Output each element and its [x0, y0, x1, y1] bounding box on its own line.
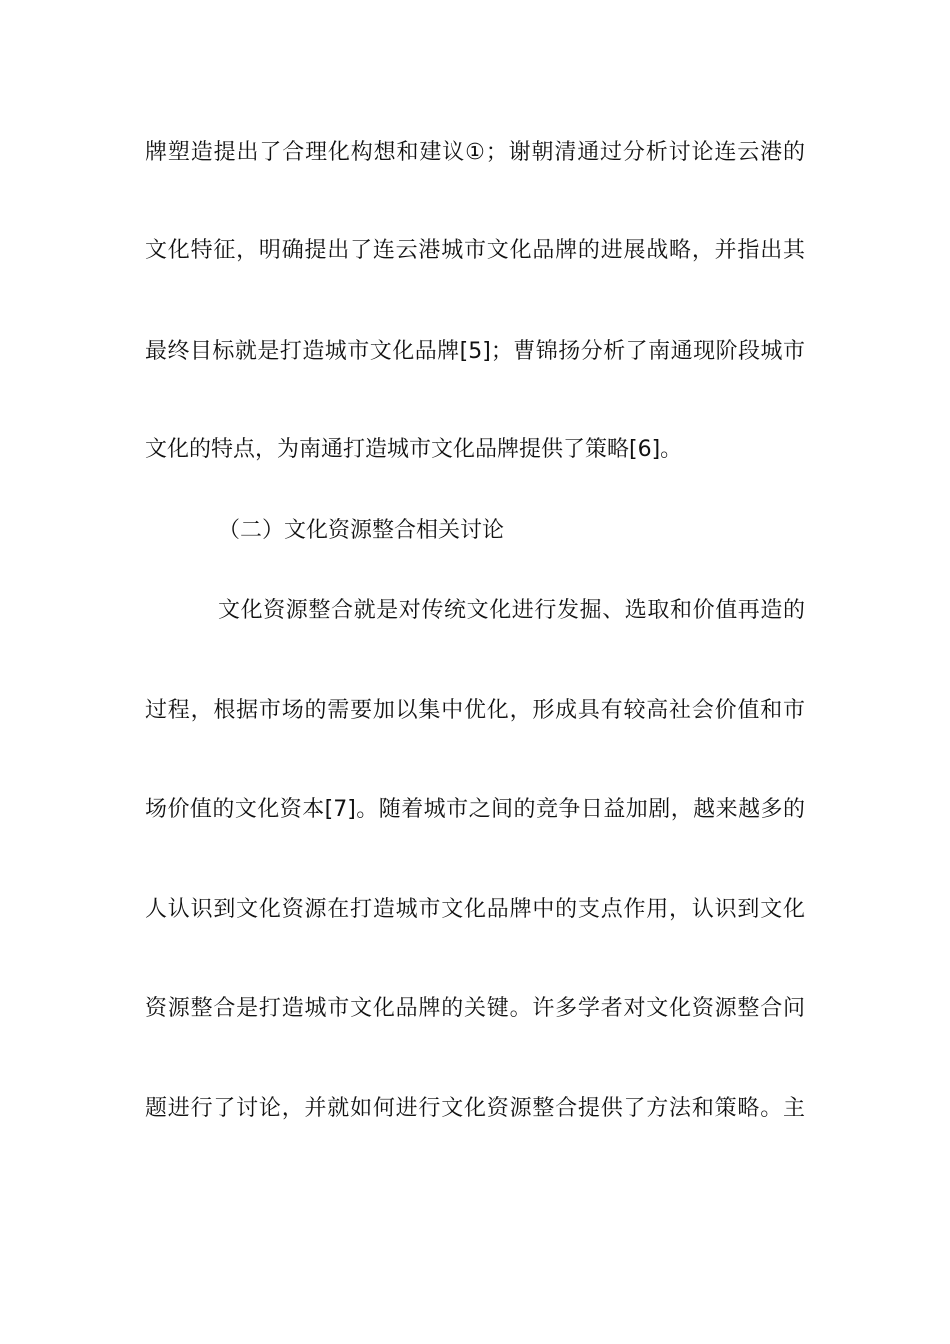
- paragraph-line: 题进行了讨论，并就如何进行文化资源整合提供了方法和策略。主: [145, 1096, 805, 1121]
- paragraph-line: 文化资源整合就是对传统文化进行发掘、选取和价值再造的: [218, 598, 805, 623]
- paragraph-line: 场价值的文化资本[7]。随着城市之间的竞争日益加剧，越来越多的: [145, 797, 805, 822]
- paragraph-line: 资源整合是打造城市文化品牌的关键。许多学者对文化资源整合问: [145, 996, 805, 1021]
- paragraph-line: 文化的特点，为南通打造城市文化品牌提供了策略[6]。: [145, 437, 683, 462]
- paragraph-line: 文化特征，明确提出了连云港城市文化品牌的进展战略，并指出其: [145, 238, 805, 263]
- paragraph-line: 过程，根据市场的需要加以集中优化，形成具有较高社会价值和市: [145, 698, 805, 723]
- paragraph-line: 牌塑造提出了合理化构想和建议①；谢朝清通过分析讨论连云港的: [145, 140, 805, 165]
- section-heading: （二）文化资源整合相关讨论: [218, 518, 505, 543]
- paragraph-line: 人认识到文化资源在打造城市文化品牌中的支点作用，认识到文化: [145, 897, 805, 922]
- paragraph-line: 最终目标就是打造城市文化品牌[5]；曹锦扬分析了南通现阶段城市: [145, 339, 805, 364]
